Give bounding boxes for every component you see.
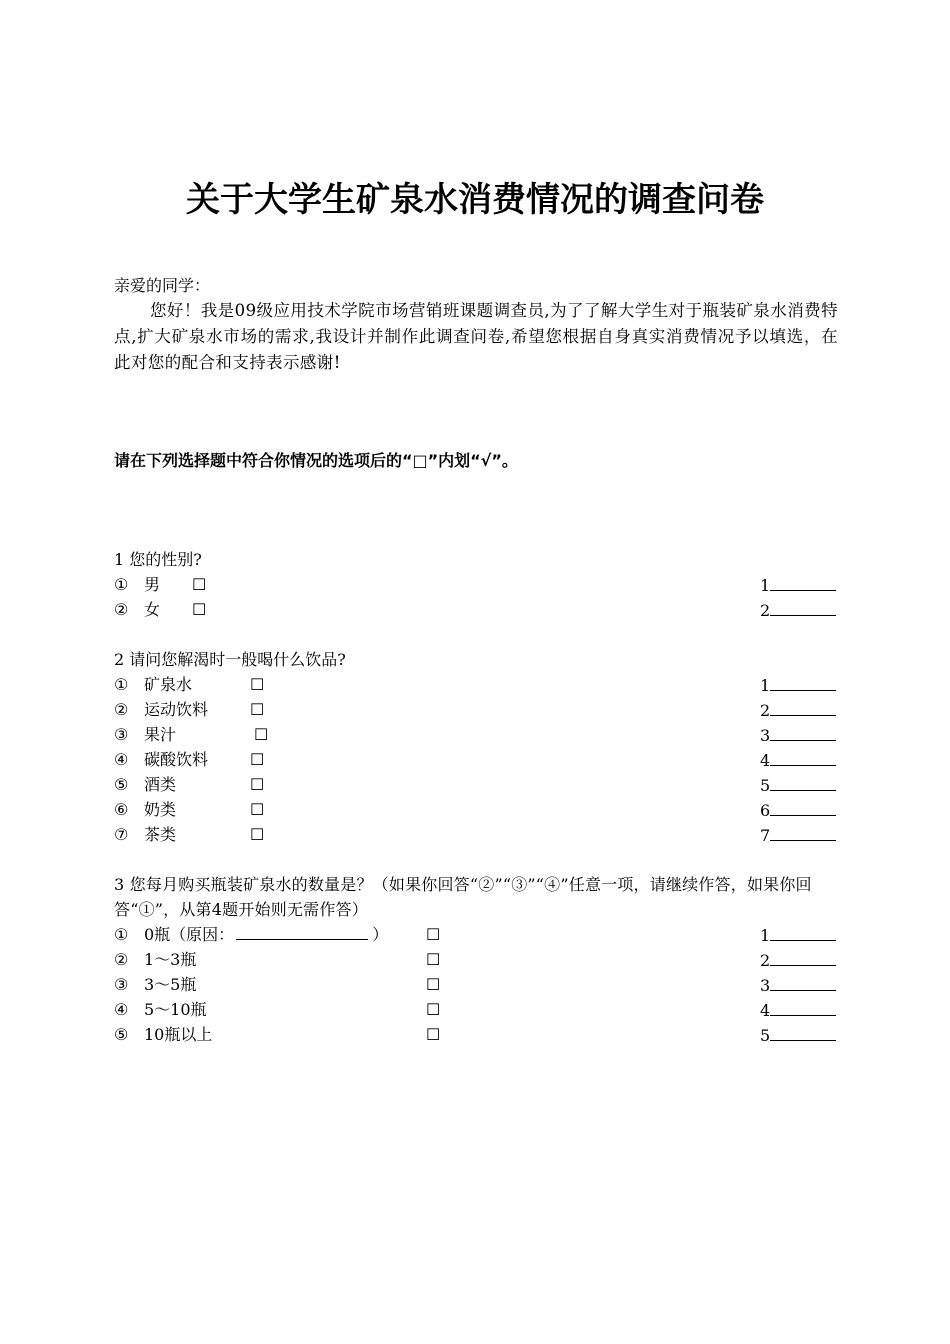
option-number: ⑤ — [114, 1025, 129, 1044]
option-row — [114, 722, 838, 747]
answer-code[interactable] — [760, 972, 838, 998]
checkbox[interactable]: ☐ — [254, 725, 269, 744]
option-label: 奶类 — [144, 800, 177, 819]
checkbox[interactable]: ☐ — [250, 675, 265, 694]
checkbox[interactable]: ☐ — [250, 750, 265, 769]
answer-code[interactable] — [760, 572, 838, 598]
option-label-group — [144, 922, 388, 947]
question-2 — [114, 647, 838, 847]
answer-blank[interactable] — [770, 972, 836, 991]
answer-code-number: 3 — [760, 726, 771, 745]
option-number: ③ — [114, 975, 129, 994]
answer-blank[interactable] — [770, 597, 836, 616]
answer-blank[interactable] — [770, 697, 836, 716]
answer-code-number: 1 — [760, 676, 771, 695]
question-3 — [114, 872, 838, 1047]
intro-paragraph: 您好！我是09级应用技术学院市场营销班课题调查员,为了了解大学生对于瓶装矿泉水消费特点,扩大矿泉水市场的需求,我设计并制作此调查问卷,希望您根据自身真实消费情况予以填选，在此对您的配合和支持表示感谢! — [114, 301, 838, 372]
option-label: 酒类 — [144, 775, 177, 794]
option-label: 10瓶以上 — [144, 1025, 213, 1044]
checkbox[interactable]: ☐ — [250, 775, 265, 794]
option-number: ⑦ — [114, 825, 129, 844]
answer-code[interactable] — [760, 597, 838, 623]
answer-code[interactable] — [760, 797, 838, 823]
answer-blank[interactable] — [770, 722, 836, 741]
answer-code-number: 3 — [760, 976, 771, 995]
answer-code-number: 1 — [760, 926, 771, 945]
option-row — [114, 997, 838, 1022]
answer-blank[interactable] — [770, 747, 836, 766]
checkbox[interactable]: ☐ — [426, 1000, 441, 1019]
option-label-suffix: ） — [372, 925, 389, 944]
answer-code-number: 7 — [760, 826, 771, 845]
answer-code[interactable] — [760, 747, 838, 773]
answer-code-number: 2 — [760, 951, 771, 970]
answer-blank[interactable] — [770, 1022, 836, 1041]
answer-code-number: 2 — [760, 601, 771, 620]
option-number: ① — [114, 925, 129, 944]
option-number: ① — [114, 675, 129, 694]
answer-code[interactable] — [760, 722, 838, 748]
answer-blank[interactable] — [770, 797, 836, 816]
option-label: 女 — [144, 600, 161, 619]
answer-blank[interactable] — [770, 822, 836, 841]
option-row — [114, 972, 838, 997]
answer-code[interactable] — [760, 697, 838, 723]
option-label: 5～10瓶 — [144, 1000, 207, 1019]
answer-code[interactable] — [760, 922, 838, 948]
checkbox[interactable]: ☐ — [250, 825, 265, 844]
option-number: ④ — [114, 750, 129, 769]
checkbox[interactable]: ☐ — [192, 600, 207, 619]
answer-blank[interactable] — [770, 997, 836, 1016]
option-number: ② — [114, 950, 129, 969]
checkbox[interactable]: ☐ — [426, 1025, 441, 1044]
option-row — [114, 672, 838, 697]
answer-blank[interactable] — [770, 572, 836, 591]
option-row — [114, 822, 838, 847]
option-number: ④ — [114, 1000, 129, 1019]
option-number: ⑤ — [114, 775, 129, 794]
answer-code[interactable] — [760, 672, 838, 698]
option-row — [114, 747, 838, 772]
option-row — [114, 797, 838, 822]
answer-code-number: 6 — [760, 801, 771, 820]
question-1 — [114, 547, 838, 622]
answer-code[interactable] — [760, 822, 838, 848]
answer-blank[interactable] — [770, 922, 836, 941]
answer-code[interactable] — [760, 1022, 838, 1048]
answer-code-number: 4 — [760, 751, 771, 770]
question-text: 2 请问您解渴时一般喝什么饮品? — [114, 650, 346, 669]
page-title: 关于大学生矿泉水消费情况的调查问卷 — [186, 180, 764, 220]
checkbox[interactable]: ☐ — [192, 575, 207, 594]
instruction: 请在下列选择题中符合你情况的选项后的“□”内划“√”。 — [114, 451, 518, 470]
option-row — [114, 1022, 838, 1047]
option-label: 男 — [144, 575, 161, 594]
reason-input[interactable] — [236, 922, 368, 940]
option-number: ② — [114, 700, 129, 719]
option-label: 果汁 — [144, 725, 177, 744]
option-row — [114, 572, 838, 597]
option-number: ⑥ — [114, 800, 129, 819]
checkbox[interactable]: ☐ — [426, 925, 441, 944]
question-text: 3 您每月购买瓶装矿泉水的数量是？（如果你回答“②”“③”“④”任意一项，请继续作答，如果你回答“①”，从第4题开始则无需作答） — [114, 875, 812, 919]
checkbox[interactable]: ☐ — [426, 950, 441, 969]
checkbox[interactable]: ☐ — [250, 700, 265, 719]
answer-code[interactable] — [760, 997, 838, 1023]
checkbox[interactable]: ☐ — [426, 975, 441, 994]
option-number: ② — [114, 600, 129, 619]
checkbox[interactable]: ☐ — [250, 800, 265, 819]
option-row — [114, 597, 838, 622]
option-label: 运动饮料 — [144, 700, 209, 719]
option-row — [114, 697, 838, 722]
answer-blank[interactable] — [770, 772, 836, 791]
option-number: ① — [114, 575, 129, 594]
answer-code-number: 2 — [760, 701, 771, 720]
option-number: ③ — [114, 725, 129, 744]
answer-code-number: 4 — [760, 1001, 771, 1020]
greeting: 亲爱的同学： — [114, 276, 211, 295]
question-text: 1 您的性别? — [114, 550, 202, 569]
option-row — [114, 947, 838, 972]
option-label: 3～5瓶 — [144, 975, 197, 994]
answer-blank[interactable] — [770, 947, 836, 966]
option-label: 碳酸饮料 — [144, 750, 209, 769]
option-label: 矿泉水 — [144, 675, 193, 694]
option-row — [114, 772, 838, 797]
answer-code[interactable] — [760, 947, 838, 973]
answer-code-number: 5 — [760, 776, 771, 795]
option-label: 1～3瓶 — [144, 950, 197, 969]
answer-code-number: 5 — [760, 1026, 771, 1045]
answer-blank[interactable] — [770, 672, 836, 691]
option-row — [114, 922, 838, 947]
answer-code-number: 1 — [760, 576, 771, 595]
option-label: 0瓶（原因： — [144, 925, 235, 944]
answer-code[interactable] — [760, 772, 838, 798]
option-label: 茶类 — [144, 825, 177, 844]
